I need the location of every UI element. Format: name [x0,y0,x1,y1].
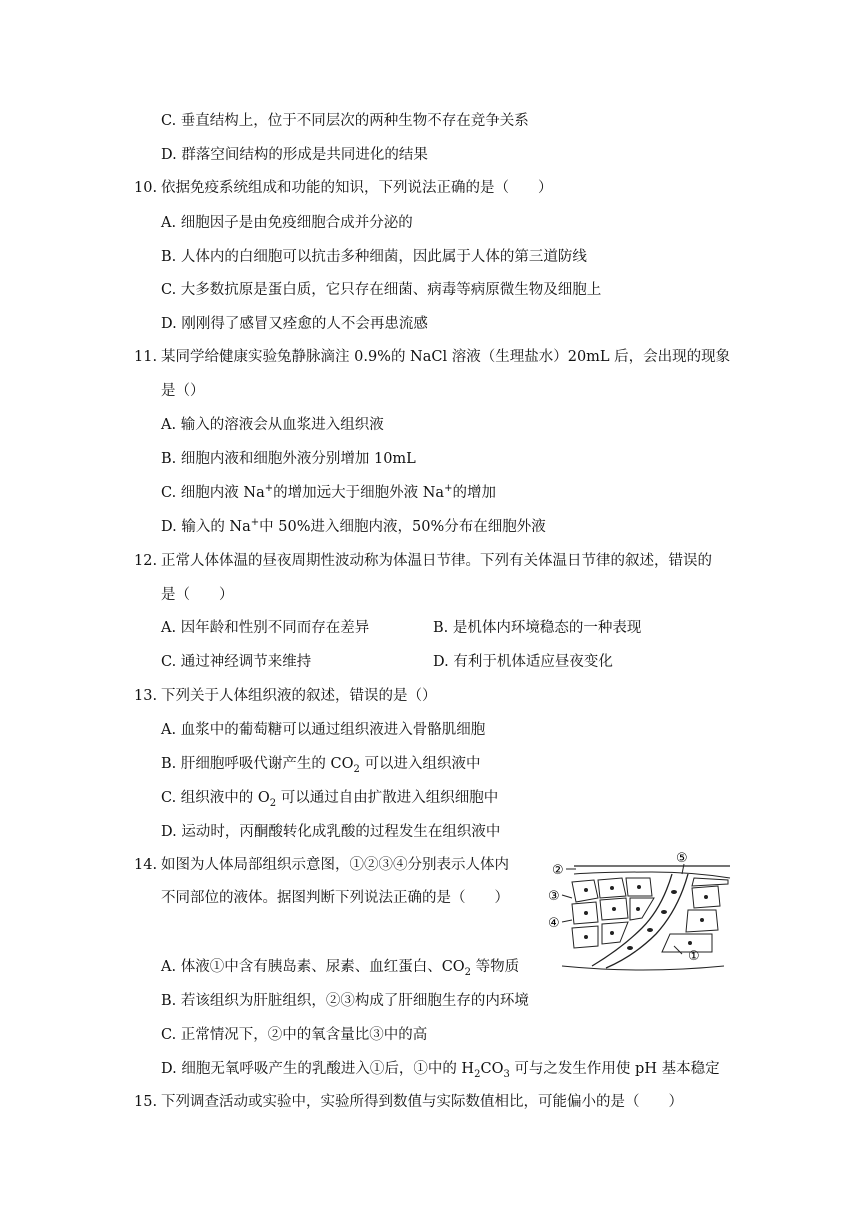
q14-option-c: C. 正常情况下，②中的氧含量比③中的高 [161,1027,428,1043]
q9-option-c: C. 垂直结构上，位于不同层次的两种生物不存在竞争关系 [161,113,529,129]
q11-option-a: A. 输入的溶液会从血浆进入组织液 [161,417,384,433]
diagram-label-2: ② [552,863,564,878]
q11-option-b: B. 细胞内液和细胞外液分别增加 10mL [161,451,416,467]
q14-stem-line1: 如图为人体局部组织示意图，①②③④分别表示人体内 [161,857,509,873]
q13-number: 13. [134,688,158,704]
q12-number: 12. [134,553,158,569]
q10-option-c: C. 大多数抗原是蛋白质，它只存在细菌、病毒等病原微生物及细胞上 [161,282,602,298]
q12-option-c: C. 通过神经调节来维持 [161,654,312,670]
q12-option-d: D. 有利于机体适应昼夜变化 [433,654,613,670]
q12-stem-line2: 是（ ） [161,587,234,603]
q9-option-d: D. 群落空间结构的形成是共同进化的结果 [161,147,428,163]
q10-option-d: D. 刚刚得了感冒又痊愈的人不会再患流感 [161,316,428,332]
q14-number: 14. [134,857,158,873]
q13-stem: 下列关于人体组织液的叙述，错误的是（） [161,688,437,704]
q10-stem: 依据免疫系统组成和功能的知识，下列说法正确的是（ ） [161,180,553,196]
q11-stem-line1: 某同学给健康实验兔静脉滴注 0.9%的 NaCl 溶液（生理盐水）20mL 后，会出现的现象 [161,349,731,365]
q11-option-c: C. 细胞内液 Na+的增加远大于细胞外液 Na+的增加 [161,483,496,501]
q13-option-b: B. 肝细胞呼吸代谢产生的 $CO_2$ 可以进入组织液中 [161,756,481,775]
q13-option-c: C. 组织液中的 $O_2$ 可以通过自由扩散进入组织细胞中 [161,790,499,809]
tissue-diagram [542,848,732,972]
q14-stem-line2: 不同部位的液体。据图判断下列说法正确的是（ ） [161,890,509,906]
q15-stem: 下列调查活动或实验中，实验所得到数值与实际数值相比，可能偏小的是（ ） [161,1094,683,1110]
q14-option-a: A. 体液①中含有胰岛素、尿素、血红蛋白、$CO_2$ 等物质 [161,959,520,978]
q11-stem-line2: 是（） [161,383,205,399]
q12-stem-line1: 正常人体体温的昼夜周期性波动称为体温日节律。下列有关体温日节律的叙述，错误的 [161,553,712,569]
q15-number: 15. [134,1094,158,1110]
q10-option-a: A. 细胞因子是由免疫细胞合成并分泌的 [161,215,413,231]
diagram-label-4: ④ [548,916,560,931]
diagram-label-1: ① [688,949,700,964]
q11-number: 11. [134,349,158,365]
diagram-label-3: ③ [548,889,560,904]
q12-option-b: B. 是机体内环境稳态的一种表现 [433,620,642,636]
q12-option-a: A. 因年龄和性别不同而存在差异 [161,620,370,636]
q11-option-d: D. 输入的 Na+中 50%进入细胞内液，50%分布在细胞外液 [161,517,546,535]
q13-option-a: A. 血浆中的葡萄糖可以通过组织液进入骨骼肌细胞 [161,722,486,738]
q14-option-d: D. 细胞无氧呼吸产生的乳酸进入①后，①中的 $H_2CO_3$ 可与之发生作用使 pH 基本稳定 [161,1061,720,1080]
q13-option-d: D. 运动时，丙酮酸转化成乳酸的过程发生在组织液中 [161,824,501,840]
diagram-label-5: ⑤ [676,851,688,866]
q14-option-b: B. 若该组织为肝脏组织，②③构成了肝细胞生存的内环境 [161,993,529,1009]
q10-number: 10. [134,180,158,196]
q10-option-b: B. 人体内的白细胞可以抗击多种细菌，因此属于人体的第三道防线 [161,249,587,265]
